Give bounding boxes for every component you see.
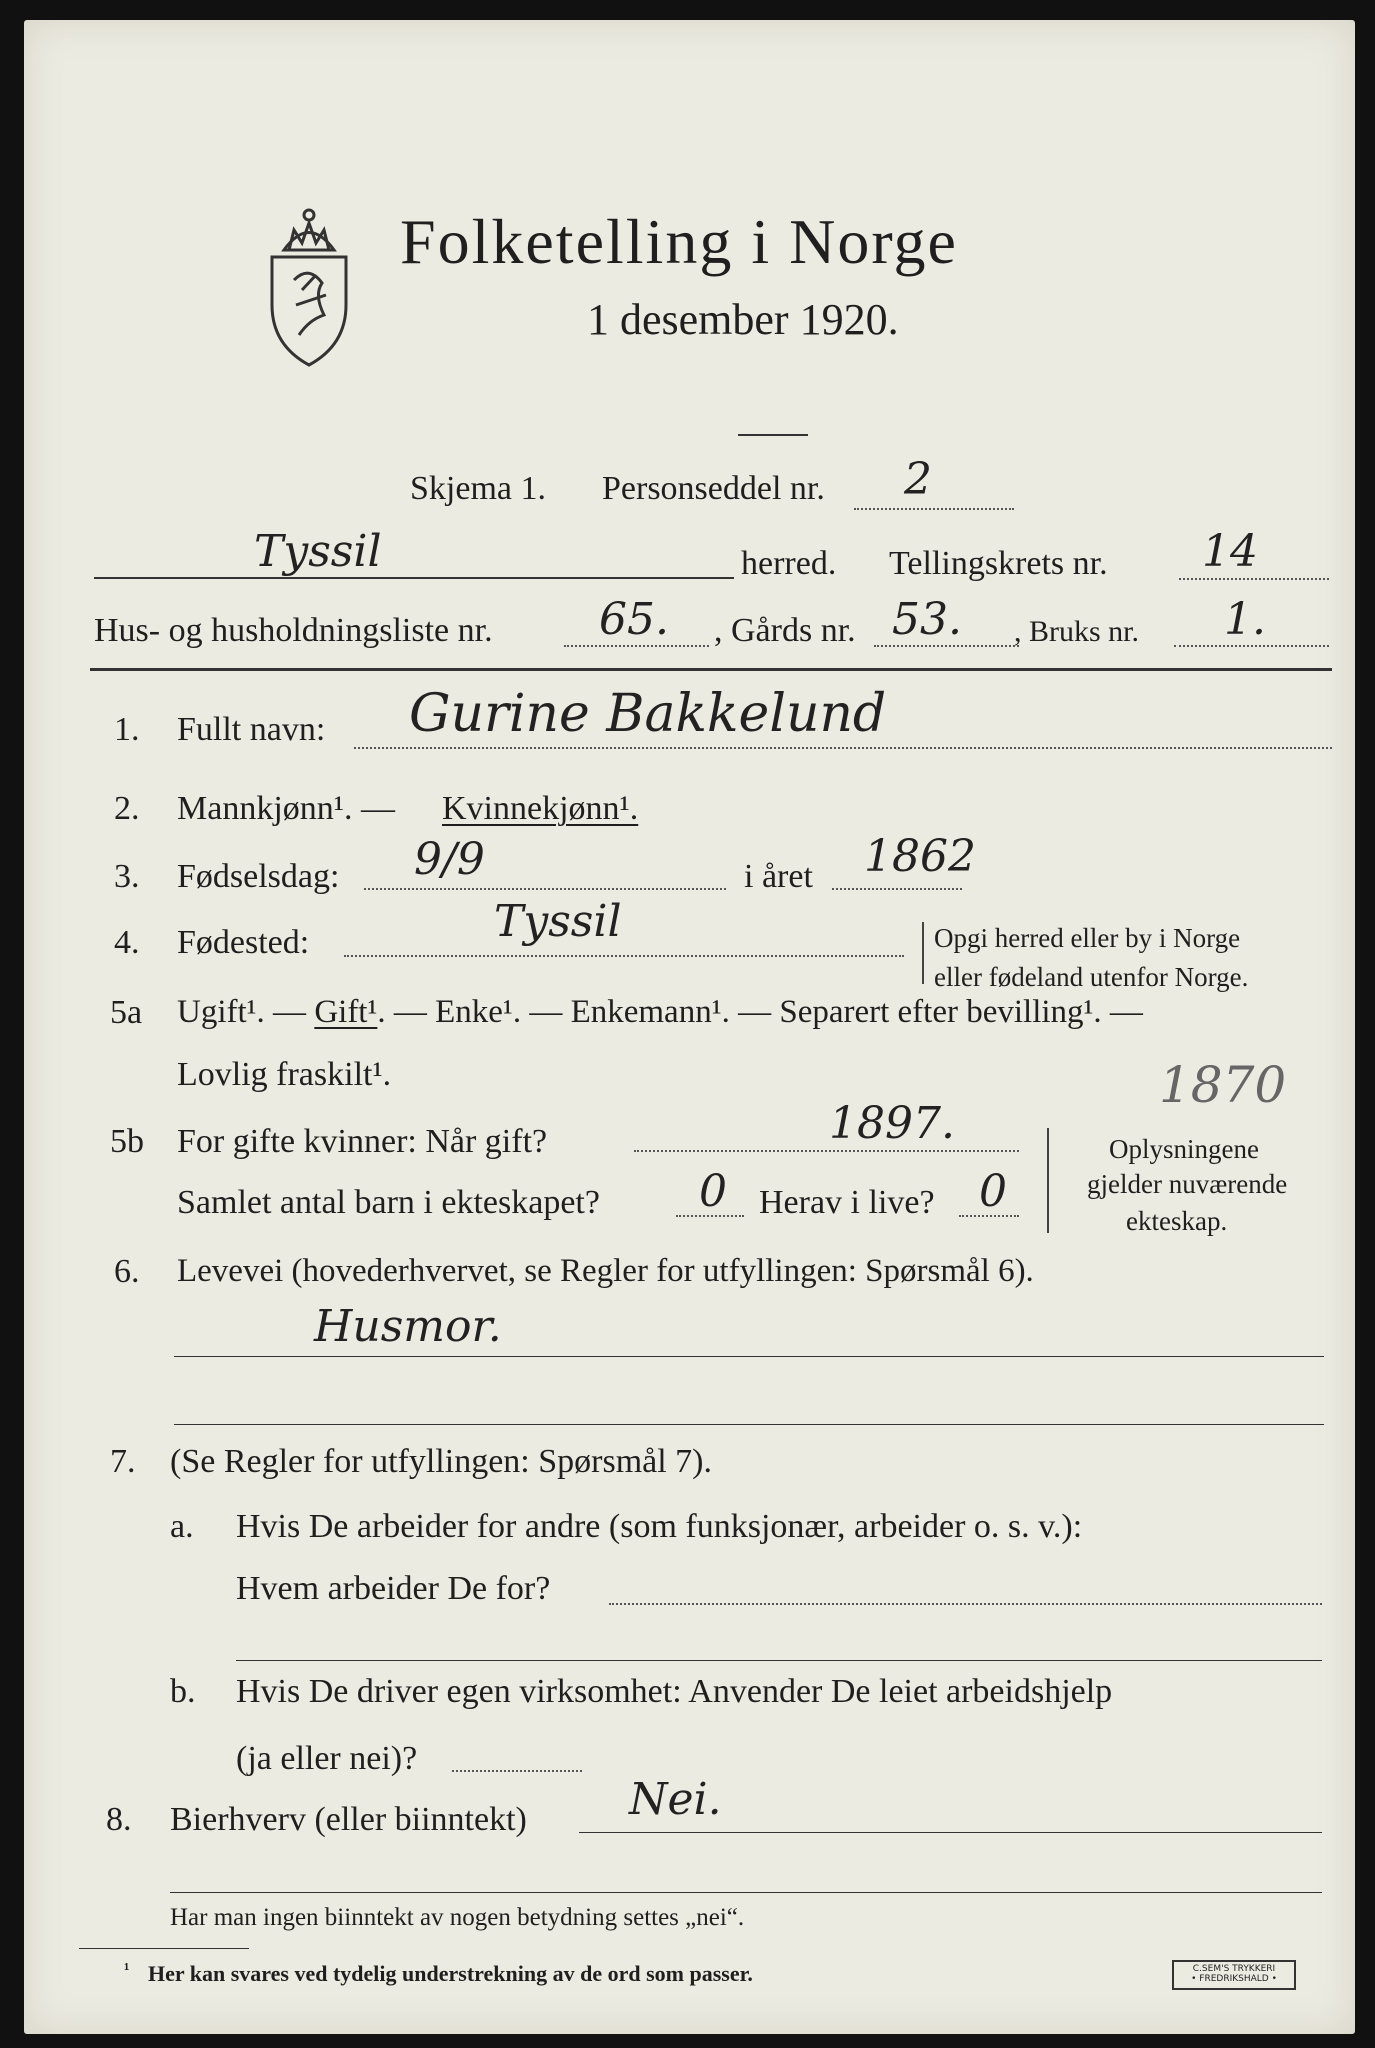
q3-number: 3. xyxy=(114,858,140,895)
q2-female-selected[interactable]: Kvinnekjønn¹. xyxy=(442,790,639,827)
q5a-ugift: Ugift¹. — xyxy=(177,994,307,1030)
census-date: 1 desember 1920. xyxy=(587,295,899,344)
gards-line xyxy=(874,645,1019,647)
q7a-answer-line2[interactable] xyxy=(236,1660,1322,1661)
personseddel-line xyxy=(854,508,1014,510)
q8-label: Bierhverv (eller biinntekt) xyxy=(170,1801,527,1838)
q5b-children-line xyxy=(676,1215,744,1217)
footnote-marker: ¹ xyxy=(124,1959,130,1979)
title-rule xyxy=(738,434,808,436)
personseddel-value[interactable]: 2 xyxy=(904,454,932,505)
footnote-rule xyxy=(79,1948,249,1949)
q7a-answer-line1[interactable] xyxy=(609,1603,1322,1605)
herred-label: herred. xyxy=(741,545,837,582)
q3-year-line xyxy=(832,888,962,890)
q7a-line1: Hvis De arbeider for andre (som funksjonær, arbeider o. s. v.): xyxy=(236,1508,1083,1545)
q5b-when-value[interactable]: 1897. xyxy=(829,1098,955,1149)
q1-label: Fullt navn: xyxy=(177,711,326,748)
q3-year-value[interactable]: 1862 xyxy=(864,831,976,882)
q1-number: 1. xyxy=(114,711,140,748)
q7b-answer-line[interactable] xyxy=(452,1770,582,1772)
hus-value[interactable]: 65. xyxy=(599,594,669,645)
q5b-note-brace xyxy=(1047,1128,1049,1233)
q3-year-label: i året xyxy=(744,858,813,895)
herred-value[interactable]: Tyssil xyxy=(254,526,382,577)
q7-label: (Se Regler for utfyllingen: Spørsmål 7). xyxy=(170,1443,713,1480)
q5b-number: 5b xyxy=(110,1123,144,1160)
bruks-label: , Bruks nr. xyxy=(1014,615,1140,648)
printer-stamp-line1: C.SEM'S TRYKKERI xyxy=(1192,1964,1276,1974)
q5b-note-line2: gjelder nuværende xyxy=(1087,1169,1288,1199)
q4-note-line2: eller fødeland utenfor Norge. xyxy=(934,962,1249,992)
gards-value[interactable]: 53. xyxy=(892,594,962,645)
q5a-options xyxy=(177,996,1143,1029)
census-form xyxy=(24,20,1355,2034)
q5a-other-options: . — Enke¹. — Enkemann¹. — Separert efter bevilling¹. — xyxy=(377,994,1143,1030)
q7b-letter: b. xyxy=(170,1673,196,1710)
norway-coat-of-arms-icon xyxy=(254,195,364,375)
q8-number: 8. xyxy=(106,1801,132,1838)
q5b-note-line1: Oplysningene xyxy=(1109,1134,1259,1164)
tellingskrets-label: Tellingskrets nr. xyxy=(889,545,1108,582)
q8-value[interactable]: Nei. xyxy=(629,1774,722,1825)
footnote-text: Her kan svares ved tydelig understrekning av de ord som passer. xyxy=(148,1961,753,1986)
skjema-label: Skjema 1. xyxy=(410,470,546,507)
q4-note-line1: Opgi herred eller by i Norge xyxy=(934,923,1241,953)
q5a-number: 5a xyxy=(110,994,143,1031)
herred-line xyxy=(94,577,734,579)
q3-label: Fødselsdag: xyxy=(177,858,340,895)
tellingskrets-line xyxy=(1179,578,1329,580)
q5b-when-label: For gifte kvinner: Når gift? xyxy=(177,1123,548,1160)
header-divider xyxy=(90,668,1332,671)
q5b-alive-line xyxy=(959,1215,1019,1217)
q8-line2 xyxy=(170,1892,1322,1893)
gards-label: , Gårds nr. xyxy=(714,612,856,649)
q5b-note-line3: ekteskap. xyxy=(1126,1206,1228,1236)
q4-note-brace xyxy=(922,922,924,984)
printer-stamp xyxy=(1172,1960,1296,1990)
q7-number: 7. xyxy=(110,1443,136,1480)
hus-label: Hus- og husholdningsliste nr. xyxy=(94,612,493,649)
form-title: Folketelling i Norge xyxy=(400,206,958,277)
q6-number: 6. xyxy=(114,1253,140,1290)
q3-value[interactable]: 9/9 xyxy=(414,834,485,885)
bruks-value[interactable]: 1. xyxy=(1224,594,1266,645)
q5a-margin-note: 1870 xyxy=(1159,1056,1287,1114)
q5b-alive-value[interactable]: 0 xyxy=(979,1166,1007,1217)
q7a-letter: a. xyxy=(170,1508,194,1545)
footer-note: Har man ingen biinntekt av nogen betydning settes „nei“. xyxy=(170,1904,745,1931)
q1-value[interactable]: Gurine Bakkelund xyxy=(409,684,887,744)
q2-male: Mannkjønn¹. — xyxy=(177,790,395,827)
q6-label: Levevei (hovederhvervet, se Regler for utfyllingen: Spørsmål 6). xyxy=(177,1253,1034,1289)
q5a-line2: Lovlig fraskilt¹. xyxy=(177,1056,392,1093)
q3-line xyxy=(364,888,726,890)
q5a-gift-selected[interactable]: Gift¹ xyxy=(314,994,378,1030)
q6-line1 xyxy=(174,1356,1324,1357)
q6-line2 xyxy=(174,1424,1324,1425)
printer-stamp-line2: • FREDRIKSHALD • xyxy=(1191,1973,1277,1984)
q7b-line2: (ja eller nei)? xyxy=(236,1740,418,1777)
q4-value[interactable]: Tyssil xyxy=(494,896,622,947)
q8-line1 xyxy=(579,1832,1322,1833)
bruks-line xyxy=(1174,645,1329,647)
q7b-line1: Hvis De driver egen virksomhet: Anvender De leiet arbeidshjelp xyxy=(236,1673,1113,1710)
q4-line xyxy=(344,955,904,957)
q4-label: Fødested: xyxy=(177,924,310,961)
q6-value[interactable]: Husmor. xyxy=(314,1301,502,1352)
q5b-alive-label: Herav i live? xyxy=(759,1184,935,1221)
q1-line xyxy=(354,747,1332,749)
personseddel-label: Personseddel nr. xyxy=(602,470,825,507)
q2-number: 2. xyxy=(114,790,140,827)
hus-line xyxy=(564,645,709,647)
tellingskrets-value[interactable]: 14 xyxy=(1202,526,1258,577)
q2-female xyxy=(442,792,638,826)
q5b-children-label: Samlet antal barn i ekteskapet? xyxy=(177,1184,600,1221)
q4-number: 4. xyxy=(114,924,140,961)
q5b-when-line xyxy=(634,1150,1019,1152)
q7a-line2: Hvem arbeider De for? xyxy=(236,1570,551,1607)
q5b-children-value[interactable]: 0 xyxy=(699,1166,727,1217)
